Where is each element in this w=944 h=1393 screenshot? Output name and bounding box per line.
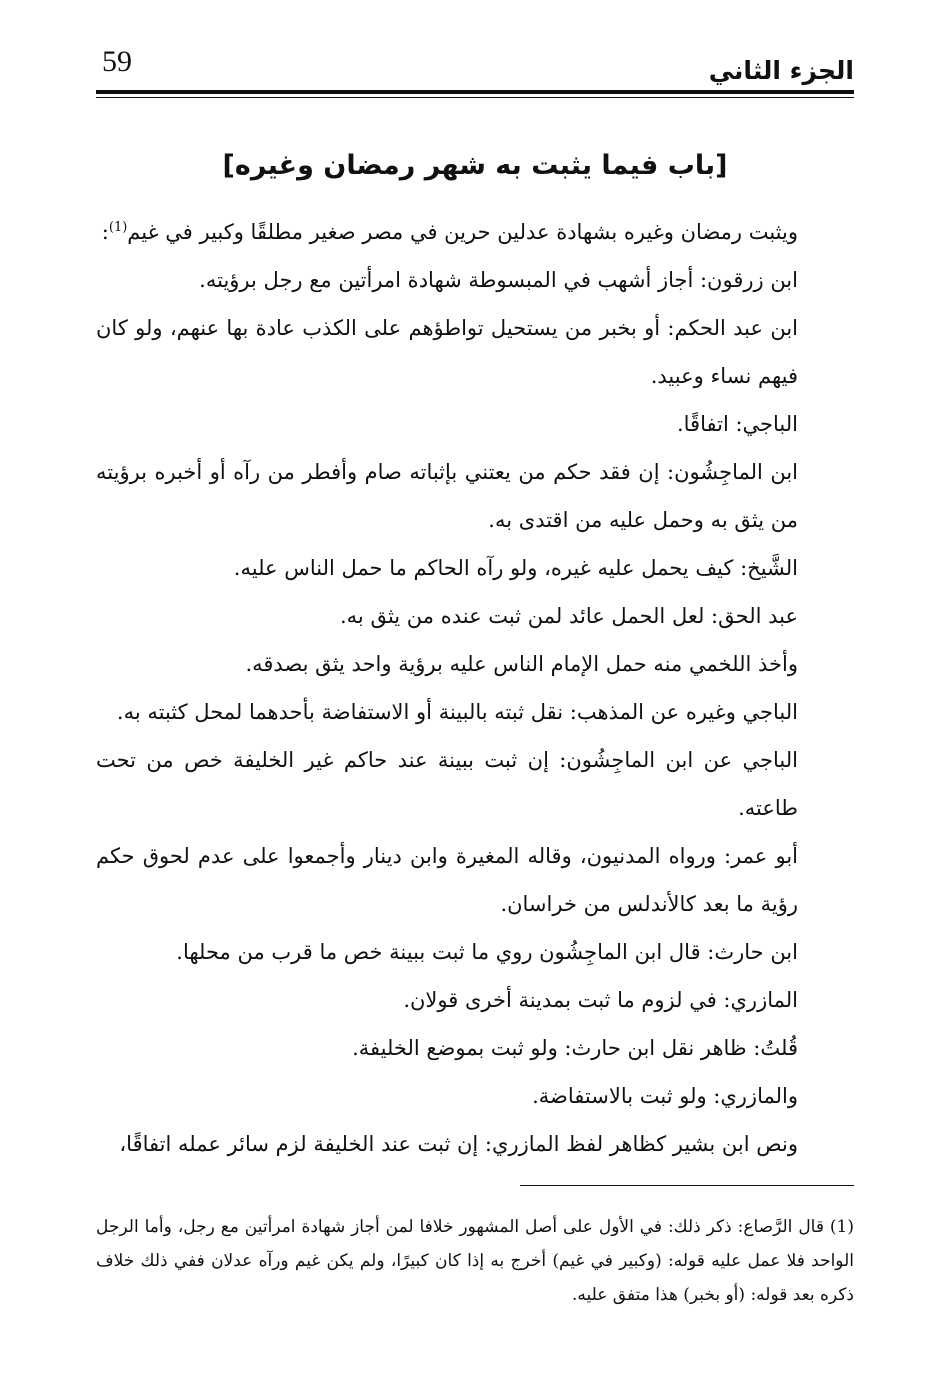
paragraph: ابن حارث: قال ابن الماجِشُون روي ما ثبت ببينة خص ما قرب من محلها. (176, 940, 798, 964)
footnote-ref: (1) (108, 220, 128, 235)
paragraph: المازري: في لزوم ما ثبت بمدينة أخرى قولان. (403, 988, 798, 1012)
footnote: (1) قال الرَّصاع: ذكر ذلك: في الأول على أصل المشهور خلافا لمن أجاز شهادة امرأتين مع رجل، وأما الرجل الواحد فلا عمل عليه قوله: (وكبير في غيم) أخرج به إذا كان كبيرًا، ولم يكن غيم ورآه عدلان ففي ذلك خلاف ذكره بعد قوله: (أو بخبر) هذا متفق عليه. (96, 1217, 855, 1305)
footnotes (96, 1210, 854, 1312)
paragraph: الشَّيخ: كيف يحمل عليه غيره، ولو رآه الحاكم ما حمل الناس عليه. (233, 556, 798, 580)
running-header (96, 40, 854, 92)
paragraph: ابن عبد الحكم: أو بخبر من يستحيل تواطؤهم على الكذب عادة بها عنهم، ولو كان فيهم نساء وعبيد. (96, 316, 798, 388)
paragraph: الباجي وغيره عن المذهب: نقل ثبته بالبينة أو الاستفاضة بأحدهما لمحل كثبته به. (116, 700, 798, 724)
paragraph: الباجي: اتفاقًا. (676, 412, 798, 436)
paragraph: أبو عمر: ورواه المدنيون، وقاله المغيرة وابن دينار وأجمعوا على عدم لحوق حكم رؤية ما بعد كالأندلس من خراسان. (96, 844, 798, 916)
header-rule-thin (96, 97, 854, 98)
header-rule-thick (96, 90, 854, 94)
page-number: 59 (102, 45, 132, 78)
paragraph: عبد الحق: لعل الحمل عائد لمن ثبت عنده من يثق به. (339, 604, 798, 628)
paragraph: ونص ابن بشير كظاهر لفظ المازري: إن ثبت عند الخليفة لزم سائر عمله اتفاقًا، (119, 1132, 798, 1156)
paragraph: قُلتُ: ظاهر نقل ابن حارث: ولو ثبت بموضع الخليفة. (352, 1036, 798, 1060)
footnote-separator (520, 1185, 854, 1186)
chapter-heading: [باب فيما يثبت به شهر رمضان وغيره] (222, 150, 728, 181)
paragraph: وأخذ اللخمي منه حمل الإمام الناس عليه برؤية واحد يثق بصدقه. (245, 652, 798, 676)
paragraph-tail: : (101, 220, 109, 244)
paragraph: والمازري: ولو ثبت بالاستفاضة. (532, 1084, 798, 1108)
paragraph: الباجي عن ابن الماجِشُون: إن ثبت ببينة عند حاكم غير الخليفة خص من تحت طاعته. (96, 748, 798, 820)
paragraph: ابن زرقون: أجاز أشهب في المبسوطة شهادة امرأتين مع رجل برؤيته. (199, 268, 798, 292)
body-text (96, 208, 854, 1168)
paragraph-text: ويثبت رمضان وغيره بشهادة عدلين حرين في مصر صغير مطلقًا وكبير في غيم (127, 220, 798, 244)
running-title: الجزء الثاني (708, 56, 854, 85)
paragraph: ابن الماجِشُون: إن فقد حكم من يعتني بإثباته صام وأفطر من رآه أو أخبره برؤيته من يثق به وحمل عليه من اقتدى به. (96, 460, 798, 532)
paragraph (96, 208, 854, 256)
